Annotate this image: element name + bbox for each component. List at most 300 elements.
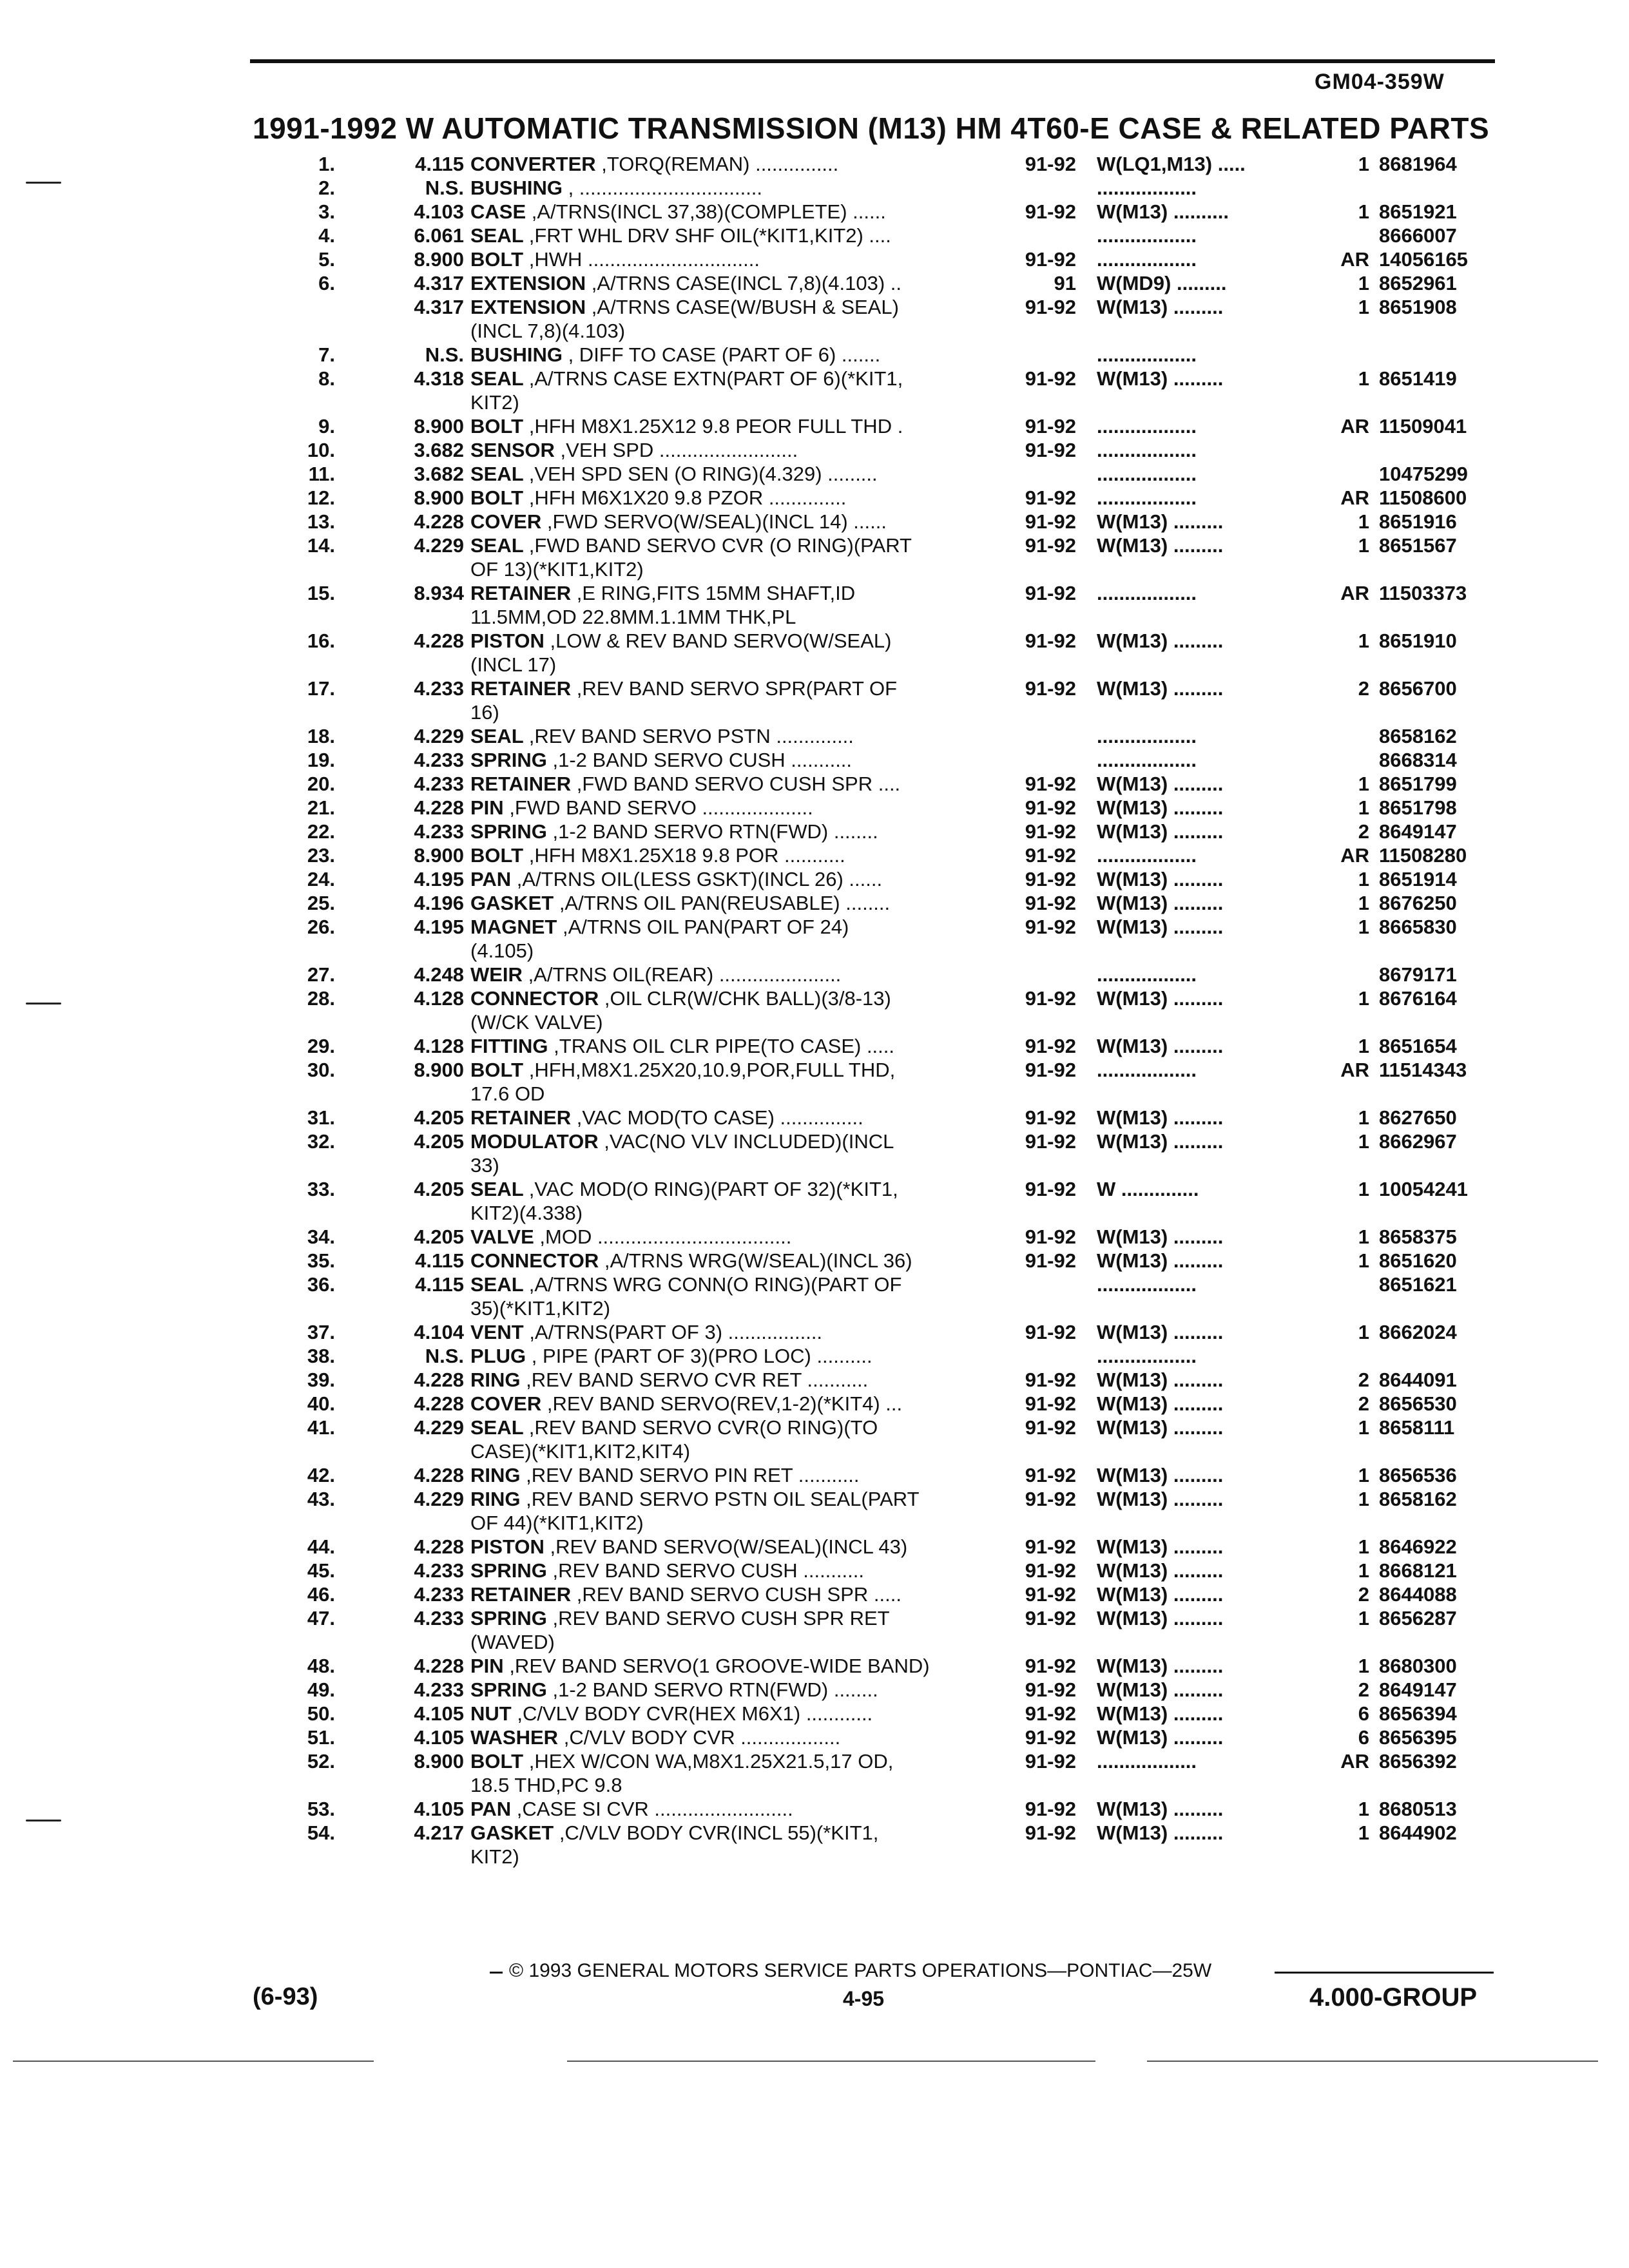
item-number: 28.: [307, 987, 335, 1010]
group-code: 4.205: [414, 1178, 464, 1200]
part-name: BOLT: [470, 844, 524, 867]
part-description: [470, 533, 912, 557]
part-description: [470, 1082, 545, 1106]
part-detail: ,C/VLV BODY CVR(HEX M6X1) ............: [517, 1702, 873, 1725]
model-code: W(M13) .........: [1097, 1249, 1224, 1272]
model-years: 91-92: [1025, 1821, 1076, 1844]
part-description: [470, 414, 903, 438]
part-name: PISTON: [470, 629, 545, 652]
part-number: 8646922: [1379, 1535, 1457, 1558]
part-number: 8658162: [1379, 1488, 1457, 1510]
part-name: SENSOR: [470, 439, 555, 461]
table-row: [284, 1702, 1508, 1725]
part-detail: KIT2)(4.338): [470, 1202, 583, 1224]
model-code: ..................: [1097, 749, 1197, 771]
group-code: 4.229: [414, 534, 464, 557]
table-row: [284, 1678, 1508, 1702]
part-detail: (4.105): [470, 939, 534, 962]
part-name: SPRING: [470, 749, 547, 771]
model-years: 91-92: [1025, 248, 1076, 271]
part-number: 8656536: [1379, 1464, 1457, 1486]
table-row: [284, 939, 1508, 963]
model-code: W(M13) .........: [1097, 367, 1224, 390]
item-number: 16.: [307, 629, 335, 652]
part-description: [470, 1368, 868, 1392]
quantity: 2: [1358, 1392, 1369, 1415]
part-description: [470, 1153, 499, 1177]
group-code: 4.248: [414, 963, 464, 986]
part-name: SEAL: [470, 534, 524, 557]
item-number: 40.: [307, 1392, 335, 1415]
part-detail: ,FWD BAND SERVO ....................: [509, 796, 813, 819]
part-description: [470, 1511, 644, 1535]
part-detail: ,VAC(NO VLV INCLUDED)(INCL: [604, 1130, 894, 1153]
table-row: [284, 724, 1508, 748]
part-description: [470, 1487, 920, 1511]
item-number: 22.: [307, 820, 335, 843]
part-detail: ,VEH SPD .........................: [560, 439, 798, 461]
part-description: [470, 390, 519, 414]
table-row: [284, 820, 1508, 843]
item-number: 46.: [307, 1583, 335, 1606]
part-description: [470, 486, 846, 510]
quantity: 1: [1358, 1321, 1369, 1343]
part-description: [470, 581, 855, 605]
part-detail: ,LOW & REV BAND SERVO(W/SEAL): [550, 629, 892, 652]
quantity: 6: [1358, 1702, 1369, 1725]
group-code: 4.115: [415, 153, 464, 175]
part-description: [470, 1821, 878, 1845]
table-row: [284, 843, 1508, 867]
table-row: [284, 748, 1508, 772]
part-detail: ,CASE SI CVR .........................: [516, 1798, 793, 1820]
part-number: 8676164: [1379, 987, 1457, 1010]
part-detail: ,FWD SERVO(W/SEAL)(INCL 14) ......: [546, 510, 887, 533]
part-number: 11508600: [1379, 486, 1467, 509]
part-number: 8644091: [1379, 1369, 1457, 1391]
part-name: CASE: [470, 200, 526, 223]
part-detail: ,A/TRNS CASE(INCL 7,8)(4.103) ..: [591, 272, 901, 294]
part-name: SEAL: [470, 1273, 524, 1296]
item-number: 13.: [307, 510, 335, 533]
model-years: 91-92: [1025, 415, 1076, 437]
table-row: [284, 1749, 1508, 1773]
part-number: 8651621: [1379, 1273, 1457, 1296]
part-number: 8656700: [1379, 677, 1457, 700]
part-number: 8662024: [1379, 1321, 1457, 1343]
model-code: ..................: [1097, 1273, 1197, 1296]
part-detail: 18.5 THD,PC 9.8: [470, 1774, 622, 1796]
part-name: RETAINER: [470, 1106, 572, 1129]
margin-mark: [26, 1820, 61, 1821]
model-code: ..................: [1097, 343, 1197, 366]
part-description: [470, 1034, 894, 1058]
group-code: 4.233: [414, 1559, 464, 1582]
table-row: [284, 1630, 1508, 1654]
part-detail: ,REV BAND SERVO(W/SEAL)(INCL 43): [550, 1535, 908, 1558]
table-row: [284, 1511, 1508, 1535]
part-number: 8676250: [1379, 892, 1457, 914]
quantity: AR: [1340, 248, 1369, 271]
quantity: 2: [1358, 1369, 1369, 1391]
part-detail: ,E RING,FITS 15MM SHAFT,ID: [576, 582, 856, 604]
model-code: W(M13) .........: [1097, 1798, 1224, 1820]
part-description: [470, 867, 882, 891]
part-number: 11508280: [1379, 844, 1467, 867]
part-detail: , DIFF TO CASE (PART OF 6) .......: [568, 343, 881, 366]
item-number: 50.: [307, 1702, 335, 1725]
quantity: 1: [1358, 367, 1369, 390]
part-number: 8652961: [1379, 272, 1457, 294]
quantity: 1: [1358, 200, 1369, 223]
part-description: [470, 1654, 930, 1678]
part-name: NUT: [470, 1702, 512, 1725]
item-number: 7.: [318, 343, 335, 366]
part-number: 8649147: [1379, 820, 1457, 843]
table-row: [284, 1106, 1508, 1129]
part-detail: ,FRT WHL DRV SHF OIL(*KIT1,KIT2) ....: [528, 224, 891, 247]
model-years: 91-92: [1025, 1798, 1076, 1820]
part-description: [470, 271, 901, 295]
table-row: [284, 867, 1508, 891]
part-detail: ,MOD ...................................: [539, 1225, 792, 1248]
model-years: 91-92: [1025, 629, 1076, 652]
part-name: SEAL: [470, 1178, 524, 1200]
part-description: [470, 1344, 872, 1368]
item-number: 41.: [307, 1416, 335, 1439]
part-detail: ,1-2 BAND SERVO RTN(FWD) ........: [552, 1678, 878, 1701]
part-description: [470, 891, 890, 915]
part-name: BUSHING: [470, 177, 563, 199]
item-number: 21.: [307, 796, 335, 819]
margin-mark: [26, 1003, 61, 1004]
table-row: [284, 1654, 1508, 1678]
model-code: W(M13) .........: [1097, 868, 1224, 890]
model-code: ..................: [1097, 224, 1197, 247]
model-code: W(M13) .........: [1097, 1488, 1224, 1510]
part-number: 8651910: [1379, 629, 1457, 652]
part-number: 8656287: [1379, 1607, 1457, 1629]
part-number: 8651419: [1379, 367, 1457, 390]
quantity: 2: [1358, 1678, 1369, 1701]
group-code: 4.228: [414, 1655, 464, 1677]
part-number: 10054241: [1379, 1178, 1468, 1200]
part-description: [470, 200, 886, 224]
model-code: W(M13) .........: [1097, 1225, 1224, 1248]
part-detail: ,REV BAND SERVO CUSH SPR RET: [552, 1607, 890, 1629]
table-row: [284, 1606, 1508, 1630]
item-number: 29.: [307, 1035, 335, 1057]
part-detail: ,C/VLV BODY CVR ..................: [563, 1726, 841, 1749]
quantity: AR: [1340, 1750, 1369, 1773]
model-years: 91-92: [1025, 1583, 1076, 1606]
group-code: 4.229: [414, 1416, 464, 1439]
part-description: [470, 939, 534, 963]
part-name: PISTON: [470, 1535, 545, 1558]
part-description: [470, 367, 903, 390]
part-detail: , .................................: [568, 177, 763, 199]
table-row: [284, 1034, 1508, 1058]
part-detail: OF 13)(*KIT1,KIT2): [470, 558, 644, 581]
part-name: BOLT: [470, 486, 524, 509]
quantity: 1: [1358, 1178, 1369, 1200]
footer-rule-left: [490, 1972, 503, 1974]
group-code: 4.196: [414, 892, 464, 914]
model-years: 91-92: [1025, 796, 1076, 819]
table-row: [284, 295, 1508, 319]
table-row: [284, 1416, 1508, 1439]
model-code: W(M13) .........: [1097, 796, 1224, 819]
page-title: 1991-1992 W AUTOMATIC TRANSMISSION (M13) HM 4T60-E CASE & RELATED PARTS: [253, 111, 1490, 145]
part-name: PIN: [470, 1655, 504, 1677]
part-name: COVER: [470, 510, 542, 533]
group-code: 4.228: [414, 1369, 464, 1391]
model-years: 91-92: [1025, 1607, 1076, 1629]
quantity: AR: [1340, 1059, 1369, 1081]
group-code: 8.900: [414, 844, 464, 867]
table-row: [284, 224, 1508, 247]
part-detail: ,A/TRNS WRG(W/SEAL)(INCL 36): [604, 1249, 912, 1272]
table-row: [284, 1153, 1508, 1177]
table-row: [284, 486, 1508, 510]
part-number: 8656392: [1379, 1750, 1457, 1773]
group-code: 4.233: [414, 1583, 464, 1606]
quantity: 1: [1358, 1416, 1369, 1439]
group-code: N.S.: [425, 1345, 464, 1367]
part-name: PAN: [470, 1798, 512, 1820]
part-description: [470, 1058, 895, 1082]
table-row: [284, 1439, 1508, 1463]
model-years: 91-92: [1025, 1369, 1076, 1391]
item-number: 44.: [307, 1535, 335, 1558]
model-years: 91-92: [1025, 1130, 1076, 1153]
model-code: W(M13) .........: [1097, 773, 1224, 795]
part-detail: ,REV BAND SERVO(REV,1-2)(*KIT4) ...: [546, 1392, 903, 1415]
part-name: BOLT: [470, 248, 524, 271]
item-number: 45.: [307, 1559, 335, 1582]
part-name: COVER: [470, 1392, 542, 1415]
part-description: [470, 963, 841, 986]
table-row: [284, 1225, 1508, 1249]
model-years: 91-92: [1025, 1059, 1076, 1081]
table-row: [284, 414, 1508, 438]
part-detail: ,OIL CLR(W/CHK BALL)(3/8-13): [604, 987, 891, 1010]
item-number: 32.: [307, 1130, 335, 1153]
part-description: [470, 152, 838, 176]
document-code: GM04-359W: [1315, 70, 1445, 94]
model-years: 91-92: [1025, 1750, 1076, 1773]
part-description: [470, 462, 878, 486]
part-description: [470, 247, 760, 271]
part-detail: ,A/TRNS OIL(LESS GSKT)(INCL 26) ......: [516, 868, 883, 890]
part-detail: , PIPE (PART OF 3)(PRO LOC) ..........: [531, 1345, 872, 1367]
part-name: VALVE: [470, 1225, 534, 1248]
part-description: [470, 1416, 878, 1439]
table-row: [284, 1368, 1508, 1392]
table-row: [284, 1797, 1508, 1821]
group-code: 4.105: [414, 1798, 464, 1820]
part-number: 8651916: [1379, 510, 1457, 533]
table-row: [284, 1582, 1508, 1606]
part-description: [470, 1010, 603, 1034]
table-row: [284, 176, 1508, 200]
table-row: [284, 367, 1508, 390]
part-description: [470, 1773, 622, 1797]
part-name: VENT: [470, 1321, 524, 1343]
part-number: 8627650: [1379, 1106, 1457, 1129]
part-name: GASKET: [470, 892, 554, 914]
model-code: W(M13) .........: [1097, 296, 1224, 318]
part-number: 8651620: [1379, 1249, 1457, 1272]
part-description: [470, 724, 854, 748]
quantity: 2: [1358, 1583, 1369, 1606]
table-row: [284, 1344, 1508, 1368]
part-detail: (WAVED): [470, 1631, 555, 1653]
group-code: 4.228: [414, 629, 464, 652]
quantity: 1: [1358, 868, 1369, 890]
model-code: W(MD9) .........: [1097, 272, 1227, 294]
item-number: 43.: [307, 1488, 335, 1510]
table-row: [284, 1082, 1508, 1106]
group-code: N.S.: [425, 177, 464, 199]
part-description: [470, 1273, 901, 1296]
model-code: W(M13) .........: [1097, 677, 1224, 700]
part-detail: ,REV BAND SERVO PSTN ..............: [528, 725, 854, 747]
model-years: 91-92: [1025, 1035, 1076, 1057]
model-code: W(M13) .........: [1097, 820, 1224, 843]
table-row: [284, 1487, 1508, 1511]
part-name: RING: [470, 1464, 521, 1486]
model-years: 91-92: [1025, 1225, 1076, 1248]
model-years: 91-92: [1025, 844, 1076, 867]
part-description: [470, 1725, 840, 1749]
item-number: 23.: [307, 844, 335, 867]
part-description: [470, 1129, 894, 1153]
model-years: 91-92: [1025, 773, 1076, 795]
group-code: 3.682: [414, 439, 464, 461]
part-number: 8651908: [1379, 296, 1457, 318]
group-code: 4.228: [414, 1392, 464, 1415]
model-code: ..................: [1097, 725, 1197, 747]
part-detail: ,REV BAND SERVO CVR RET ...........: [526, 1369, 869, 1391]
part-description: [470, 343, 880, 367]
model-years: 91-92: [1025, 987, 1076, 1010]
group-code: 8.934: [414, 582, 464, 604]
part-detail: ,HFH M8X1.25X18 9.8 POR ...........: [528, 844, 845, 867]
part-detail: ,C/VLV BODY CVR(INCL 55)(*KIT1,: [559, 1821, 879, 1844]
part-detail: (W/CK VALVE): [470, 1011, 603, 1033]
table-row: [284, 1392, 1508, 1416]
part-detail: KIT2): [470, 391, 519, 414]
model-code: W(M13) .........: [1097, 1678, 1224, 1701]
model-code: W(LQ1,M13) .....: [1097, 153, 1246, 175]
part-name: SEAL: [470, 725, 524, 747]
item-number: 48.: [307, 1655, 335, 1677]
part-detail: 16): [470, 701, 499, 724]
model-code: W(M13) .........: [1097, 892, 1224, 914]
part-detail: ,HEX W/CON WA,M8X1.25X21.5,17 OD,: [528, 1750, 894, 1773]
part-detail: 11.5MM,OD 22.8MM.1.1MM THK,PL: [470, 606, 796, 628]
table-row: [284, 1535, 1508, 1559]
part-number: 10475299: [1379, 463, 1468, 485]
model-code: ..................: [1097, 415, 1197, 437]
model-code: W(M13) .........: [1097, 1607, 1224, 1629]
part-description: [470, 772, 900, 796]
part-number: 8658162: [1379, 725, 1457, 747]
part-description: [470, 1845, 519, 1869]
table-row: [284, 271, 1508, 295]
model-code: W(M13) .........: [1097, 1559, 1224, 1582]
part-name: PAN: [470, 868, 512, 890]
model-years: 91-92: [1025, 1249, 1076, 1272]
part-description: [470, 700, 499, 724]
group-code: 4.217: [414, 1821, 464, 1844]
date-code: (6-93): [253, 1983, 318, 2010]
part-description: [470, 1797, 793, 1821]
part-description: [470, 820, 878, 843]
model-years: 91-92: [1025, 200, 1076, 223]
table-row: [284, 319, 1508, 343]
part-name: MAGNET: [470, 916, 557, 938]
part-detail: 33): [470, 1154, 499, 1177]
part-description: [470, 319, 625, 343]
quantity: 1: [1358, 1106, 1369, 1129]
table-row: [284, 1463, 1508, 1487]
part-name: BUSHING: [470, 343, 563, 366]
quantity: 1: [1358, 773, 1369, 795]
part-name: CONNECTOR: [470, 987, 599, 1010]
model-years: 91-92: [1025, 916, 1076, 938]
item-number: 17.: [307, 677, 335, 700]
part-description: [470, 677, 897, 700]
item-number: 6.: [318, 272, 335, 294]
part-description: [470, 1582, 901, 1606]
group-code: 4.318: [414, 367, 464, 390]
quantity: 1: [1358, 534, 1369, 557]
part-number: 8656395: [1379, 1726, 1457, 1749]
table-row: [284, 963, 1508, 986]
item-number: 34.: [307, 1225, 335, 1248]
part-detail: ,A/TRNS OIL(REAR) ......................: [528, 963, 842, 986]
part-number: 8656530: [1379, 1392, 1457, 1415]
part-number: 8679171: [1379, 963, 1457, 986]
group-code: 4.115: [415, 1273, 464, 1296]
item-number: 27.: [307, 963, 335, 986]
group-code: 4.103: [414, 200, 464, 223]
part-detail: ,VAC MOD(TO CASE) ...............: [576, 1106, 863, 1129]
table-row: [284, 1773, 1508, 1797]
group-code: 4.228: [414, 796, 464, 819]
item-number: 52.: [307, 1750, 335, 1773]
model-years: 91-92: [1025, 534, 1076, 557]
quantity: 1: [1358, 272, 1369, 294]
item-number: 47.: [307, 1607, 335, 1629]
part-detail: OF 44)(*KIT1,KIT2): [470, 1512, 644, 1534]
group-code: 4.228: [414, 510, 464, 533]
part-number: 8680513: [1379, 1798, 1457, 1820]
part-detail: ,FWD BAND SERVO CUSH SPR ....: [576, 773, 901, 795]
part-detail: ,REV BAND SERVO PIN RET ...........: [526, 1464, 860, 1486]
item-number: 15.: [307, 582, 335, 604]
part-number: 8666007: [1379, 224, 1457, 247]
part-detail: ,REV BAND SERVO CVR(O RING)(TO: [528, 1416, 878, 1439]
part-number: 14056165: [1379, 248, 1468, 271]
part-detail: (INCL 17): [470, 653, 557, 676]
model-code: W ..............: [1097, 1178, 1199, 1200]
group-code: 4.195: [414, 868, 464, 890]
part-description: [470, 1535, 907, 1559]
item-number: 31.: [307, 1106, 335, 1129]
